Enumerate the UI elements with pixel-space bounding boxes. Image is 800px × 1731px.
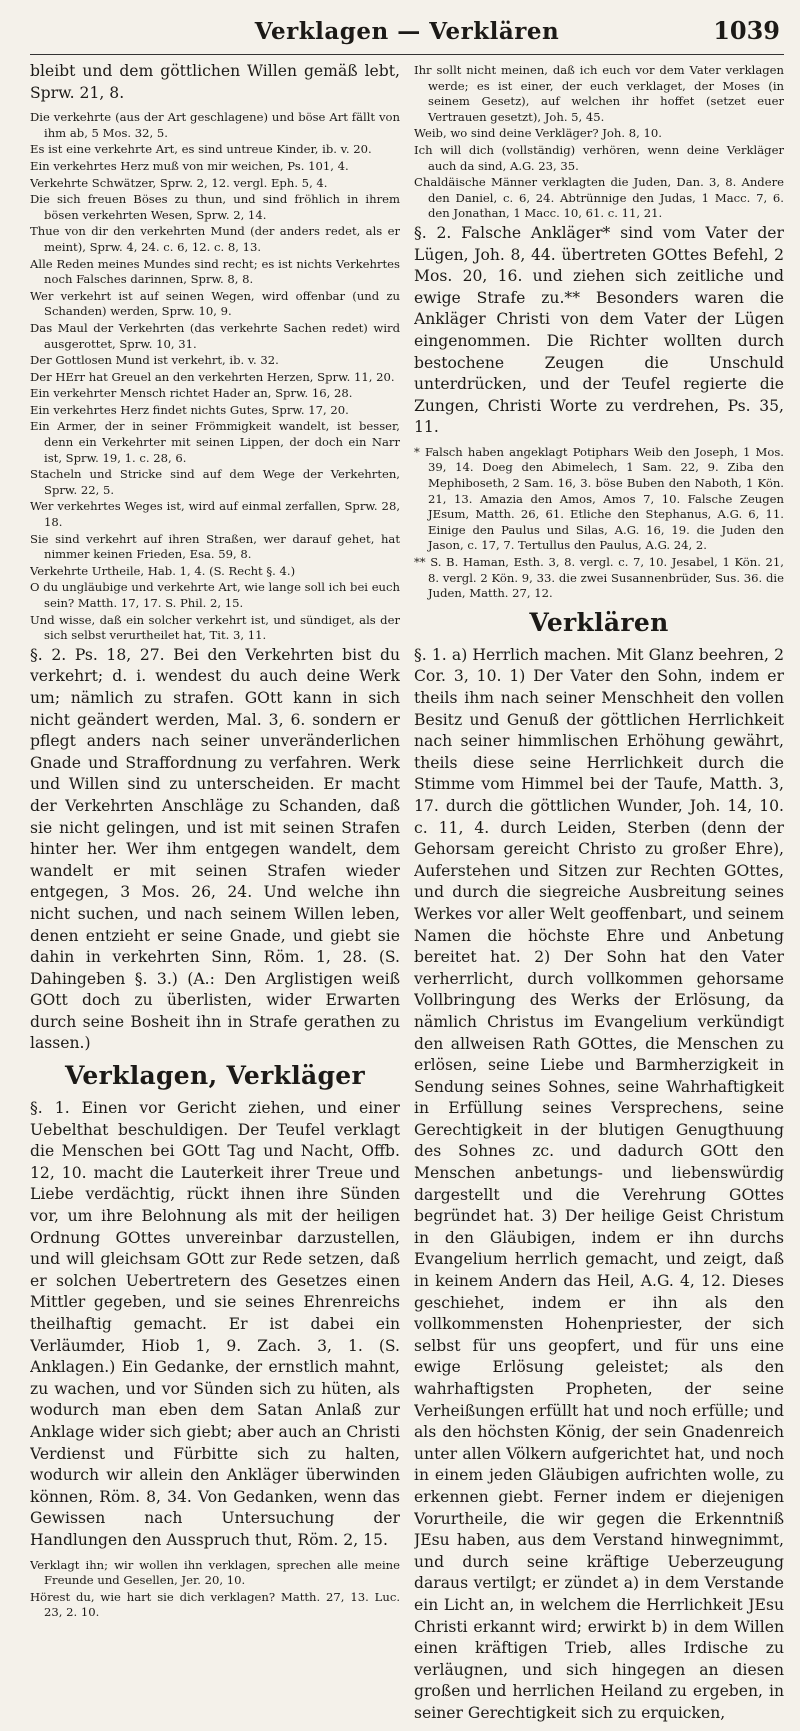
section-paragraph: §. 2. Ps. 18, 27. Bei den Verkehrten bist du verkehrt; d. i. wendest du auch deine Werk um; nämlich zu strafen. GOtt kann in sich nicht geändert werden, Mal. 3, 6. sondern er pflegt anders nach seiner unveränderlichen Gnade und Straffordnung zu verfahren. Werk und Willen sind zu unterscheiden. Er macht der Verkehrten Anschläge zu Schanden, daß sie nicht gelingen, und ist mit seinen Strafen hinter her. Wer ihm entgegen wandelt, dem wandelt er mit seinen Strafen wieder entgegen, 3 Mos. 26, 24. Und welche ihn nicht suchen, und nach seinem Willen leben, denen entzieht er seine Gnade, und giebt sie dahin in verkehrten Sinn, Röm. 1, 28. (S. Dahingeben §. 3.) (A.: Den Arglistigen weiß GOtt doch zu überlisten, wider Erwarten durch seine Bosheit ihn in Strafe gerathen zu lassen.) xyxy=(30,645,400,1053)
citation-note: Chaldäische Männer verklagten die Juden, Dan. 3, 8. Andere den Daniel, c. 6, 24. Abtrünnige den Judas, 1 Macc. 7, 6. den Jonathan, 1 Macc. 10, 61. c. 11, 21. xyxy=(414,175,784,221)
section-paragraph: §. 2. Falsche Ankläger* sind vom Vater der Lügen, Joh. 8, 44. übertreten GOttes Befehl, 2 Mos. 20, 16. und ziehen sich zeitliche und ewige Strafe zu.** Besonders waren die Ankläger Christi von dem Vater der Lügen eingenommen. Die Richter wollten durch bestochene Zeugen die Unschuld unterdrücken, und der Teufel regierte die Zungen, Christi Worte zu verdrehen, Ps. 35, 11. xyxy=(414,223,784,437)
section-paragraph: §. 1. Einen vor Gericht ziehen, und einer Uebelthat beschuldigen. Der Teufel verklagt die Menschen bei GOtt Tag und Nacht, Offb. 12, 10. macht die Lauterkeit ihrer Treue und Liebe verdächtig, rückt ihnen ihre Sünden vor, um ihre Belohnung als mit der heiligen Ordnung GOttes unvereinbar darzustellen, und will gleichsam GOtt zur Rede setzen, daß er solchen Uebertretern des Gesetzes einen Mittler gegeben, und sie seines Ehrenreichs theilhaftig gemacht. Er ist dabei ein Verläumder, Hiob 1, 9. Zach. 3, 1. (S. Anklagen.) Ein Gedanke, der ernstlich mahnt, zu wachen, und vor Sünden sich zu hüten, als wodurch man eben dem Satan Anlaß zur Anklage wider sich giebt; aber auch an Christi Verdienst und Fürbitte sich zu halten, wodurch wir allein den Ankläger überwinden können, Röm. 8, 34. Von Gedanken, wenn das Gewissen nach Untersuchung der Handlungen den Ausspruch thut, Röm. 2, 15. xyxy=(30,1099,400,1549)
citation-note: Ein verkehrtes Herz muß von mir weichen, Ps. 101, 4. xyxy=(30,158,349,173)
citation-note: Ich will dich (vollständig) verhören, wenn deine Verkläger auch da sind, A.G. 23, 35. xyxy=(414,142,784,173)
citation-note: Alle Reden meines Mundes sind recht; es ist nichts Verkehrtes noch Falsches darinnen, Sprw. 8, 8. xyxy=(30,256,400,287)
two-column-body xyxy=(30,63,784,1731)
running-head xyxy=(30,14,784,55)
citation-note: Es ist eine verkehrte Art, es sind untreue Kinder, ib. v. 20. xyxy=(30,142,372,157)
footnotes xyxy=(414,445,784,602)
citation-note: Verkehrte Schwätzer, Sprw. 2, 12. vergl. Eph. 5, 4. xyxy=(30,175,328,190)
citation-note: Sie sind verkehrt auf ihren Straßen, wer darauf gehet, hat nimmer keinen Frieden, Esa. 59, 8. xyxy=(30,531,400,562)
citation-notes xyxy=(30,1558,400,1621)
left-column xyxy=(30,63,400,1731)
citation-note: O du ungläubige und verkehrte Art, wie lange soll ich bei euch sein? Matth. 17, 17. S. Phil. 2, 15. xyxy=(30,580,400,610)
citation-note: Wer verkehrt ist auf seinen Wegen, wird offenbar (und zu Schanden) werden, Sprw. 10, 9. xyxy=(30,288,400,319)
citation-note: Thue von dir den verkehrten Mund (der anders redet, als er meint), Sprw. 4, 24. c. 6, 12. c. 8, 13. xyxy=(30,224,400,254)
continued-paragraph: bleibt und dem göttlichen Willen gemäß lebt, Sprw. 21, 8. xyxy=(30,63,400,102)
entry-heading: Verklären xyxy=(529,607,669,637)
citation-notes xyxy=(414,63,784,222)
footnote: ** S. B. Haman, Esth. 3, 8. vergl. c. 7, 10. Jesabel, 1 Kön. 21, 8. vergl. 2 Kön. 9, 33. die zwei Susannenbrüder, Sus. 36. die Juden, Matth. 27, 12. xyxy=(414,555,784,601)
citation-note: Das Maul der Verkehrten (das verkehrte Sachen redet) wird ausgerottet, Sprw. 10, 31. xyxy=(30,320,400,351)
citation-note: Ihr sollt nicht meinen, daß ich euch vor dem Vater verklagen werde; es ist einer, der euch verklaget, der Moses (in seinem Gesetz), auf welchen ihr hoffet (setzet euer Vertrauen gesetzt), Joh. 5, 45. xyxy=(414,63,784,124)
citation-note: Der HErr hat Greuel an den verkehrten Herzen, Sprw. 11, 20. xyxy=(30,369,395,384)
right-column xyxy=(414,63,784,1731)
citation-note: Verkehrte Urtheile, Hab. 1, 4. (S. Recht §. 4.) xyxy=(30,563,296,578)
citation-note: Ein Armer, der in seiner Frömmigkeit wandelt, ist besser, denn ein Verkehrter mit seinen Lippen, der doch ein Narr ist, Sprw. 19, 1. c. 28, 6. xyxy=(30,419,400,465)
footnote: * Falsch haben angeklagt Potiphars Weib den Joseph, 1 Mos. 39, 14. Doeg den Abimelech, 1 Sam. 22, 9. Ziba den Mephiboseth, 2 Sam. 16, 3. böse Buben den Naboth, 1 Kön. 21, 13. Amazia den Amos, Amos 7, 10. Falsche Zeugen JEsum, Matth. 26, 61. Etliche den Stephanus, A.G. 6, 11. Einige den Paulus und Silas, A.G. 16, 19. die Juden den Jason, c. 17, 7. Tertullus den Paulus, A.G. 24, 2. xyxy=(414,444,784,553)
running-title: Verklagen — Verklären xyxy=(254,18,560,45)
citation-note: Ein verkehrtes Herz findet nichts Gutes, Sprw. 17, 20. xyxy=(30,402,349,417)
citation-notes xyxy=(30,110,400,644)
citation-note: Die sich freuen Böses zu thun, und sind fröhlich in ihrem bösen verkehrten Wesen, Sprw. 2, 14. xyxy=(30,192,400,222)
citation-note: Der Gottlosen Mund ist verkehrt, ib. v. 32. xyxy=(30,353,279,368)
entry-heading: Verklagen, Verkläger xyxy=(65,1061,365,1091)
section-paragraph: §. 1. a) Herrlich machen. Mit Glanz beehren, 2 Cor. 3, 10. 1) Der Vater den Sohn, indem er theils ihm nach seiner Menschheit den vollen Besitz und Genuß der göttlichen Herrlichkeit nach seiner himmlischen Erhöhung gewährt, theils diese seine Herrlichkeit durch die Stimme vom Himmel bei der Taufe, Matth. 3, 17. durch die göttlichen Wunder, Joh. 14, 10. c. 11, 4. durch Leiden, Sterben (denn der Gehorsam gereicht Christo zu großer Ehre), Auferstehen und Sitzen zur Rechten GOttes, und durch die siegreiche Ausbreitung seines Werkes vor aller Welt geoffenbart, und seinem Namen die höchste Ehre und Anbetung bereitet hat. 2) Der Sohn hat den Vater verherrlicht, durch vollkommen gehorsame Vollbringung des Werks der Erlösung, da nämlich Christus im Evangelium verkündigt den allweisen Rath GOttes, die Menschen zu erlösen, seine Liebe und Barmherzigkeit in Sendung seines Sohnes, seine Wahrhaftigkeit in Erfüllung seines Versprechens, seine Gerechtigkeit in der blutigen Genugthuung des Sohnes zc. und dadurch GOtt den Menschen anbetungs- und liebenswürdig dargestellt und die Verehrung GOttes begründet hat. 3) Der heilige Geist Christum in den Gläubigen, indem er ihn durchs Evangelium herrlich gemacht, und zeigt, daß in keinem Andern das Heil, A.G. 4, 12. Dieses geschiehet, indem er ihn als den vollkommensten Hohenpriester, der sich selbst für uns geopfert, und für uns eine ewige Erlösung geleistet; als den wahrhaftigsten Propheten, der seine Verheißungen erfüllt hat und noch erfülle; und als den höchsten König, der sein Gnadenreich unter allen Völkern aufgerichtet hat, und noch in einem jeden Gläubigen aufrichten wolle, zu erkennen giebt. Ferner indem er diejenigen Vorurtheile, die wir gegen die Erkenntniß JEsu haben, aus dem Verstand hinwegnimmt, und durch seine kräftige Ueberzeugung daraus vertilgt; er zündet a) in dem Verstande ein Licht an, in welchem die Herrlichkeit JEsu Christi erkannt wird; erwirkt b) in dem Willen einen kräftigen Trieb, alles Irdische zu verläugnen, und sich hingegen an diesen großen und herrlichen Heiland zu ergeben, in seiner Gerechtigkeit sich zu erquicken, xyxy=(414,645,784,1722)
citation-note: Stacheln und Stricke sind auf dem Wege der Verkehrten, Sprw. 22, 5. xyxy=(30,467,400,497)
citation-note: Verklagt ihn; wir wollen ihn verklagen, sprechen alle meine Freunde und Gesellen, Jer. 20, 10. xyxy=(30,1557,400,1588)
page-number: 1039 xyxy=(713,16,780,45)
citation-note: Wer verkehrtes Weges ist, wird auf einmal zerfallen, Sprw. 28, 18. xyxy=(30,499,400,530)
citation-note: Ein verkehrter Mensch richtet Hader an, Sprw. 16, 28. xyxy=(30,386,353,401)
citation-note: Weib, wo sind deine Verkläger? Joh. 8, 10. xyxy=(414,126,662,141)
citation-note: Hörest du, wie hart sie dich verklagen? Matth. 27, 13. Luc. 23, 2. 10. xyxy=(30,1589,400,1620)
citation-note: Die verkehrte (aus der Art geschlagene) und böse Art fällt von ihm ab, 5 Mos. 32, 5. xyxy=(30,110,400,140)
citation-note: Und wisse, daß ein solcher verkehrt ist, und sündiget, als der sich selbst verurtheilet hat, Tit. 3, 11. xyxy=(30,612,400,643)
